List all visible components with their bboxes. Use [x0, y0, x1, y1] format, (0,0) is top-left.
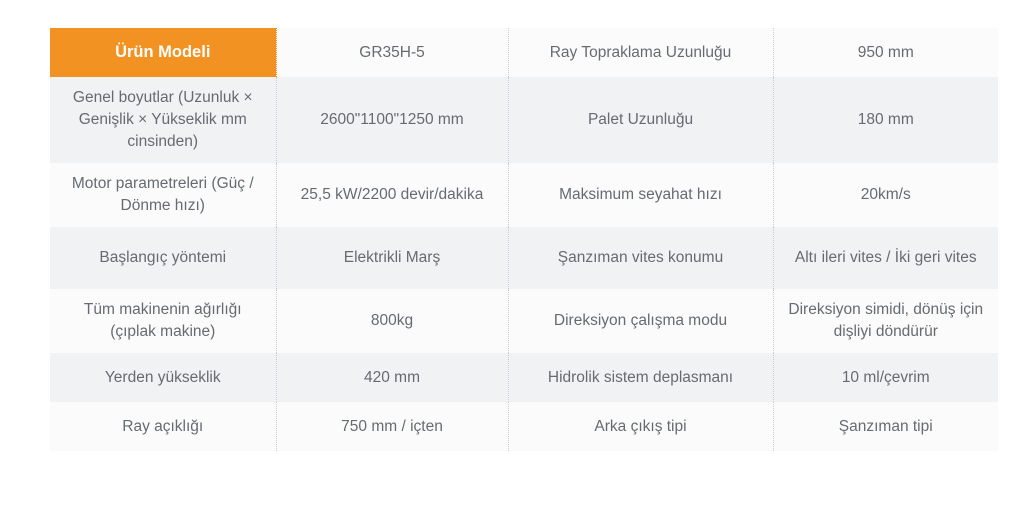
engine-parameters-value: 25,5 kW/2200 devir/dakika [276, 163, 508, 227]
overall-dimensions-label: Genel boyutlar (Uzunluk × Genişlik × Yükseklik mm cinsinden) [50, 77, 276, 163]
gearbox-gear-position-value: Altı ileri vites / İki geri vites [773, 227, 998, 289]
table-row [50, 289, 998, 353]
gearbox-gear-position-label: Şanzıman vites konumu [508, 227, 773, 289]
machine-weight-value: 800kg [276, 289, 508, 353]
product-model-value: GR35H-5 [276, 28, 508, 77]
machine-weight-label: Tüm makinenin ağırlığı (çıplak makine) [50, 289, 276, 353]
pallet-length-value: 180 mm [773, 77, 998, 163]
ground-clearance-value: 420 mm [276, 353, 508, 402]
table-body [50, 28, 998, 451]
rear-output-type-value: Şanzıman tipi [773, 402, 998, 451]
rail-gauge-value: 750 mm / içten [276, 402, 508, 451]
rear-output-type-label: Arka çıkış tipi [508, 402, 773, 451]
table-row [50, 227, 998, 289]
start-method-value: Elektrikli Marş [276, 227, 508, 289]
rail-gauge-label: Ray açıklığı [50, 402, 276, 451]
table-row [50, 77, 998, 163]
table-row [50, 402, 998, 451]
table-row [50, 28, 998, 77]
engine-parameters-label: Motor parametreleri (Güç / Dönme hızı) [50, 163, 276, 227]
steering-mode-label: Direksiyon çalışma modu [508, 289, 773, 353]
rail-grounding-length-value: 950 mm [773, 28, 998, 77]
steering-mode-value: Direksiyon simidi, dönüş için dişliyi döndürür [773, 289, 998, 353]
hydraulic-displacement-label: Hidrolik sistem deplasmanı [508, 353, 773, 402]
ground-clearance-label: Yerden yükseklik [50, 353, 276, 402]
table-row [50, 163, 998, 227]
overall-dimensions-value: 2600"1100"1250 mm [276, 77, 508, 163]
hydraulic-displacement-value: 10 ml/çevrim [773, 353, 998, 402]
specifications-table [50, 28, 998, 451]
pallet-length-label: Palet Uzunluğu [508, 77, 773, 163]
product-model-header: Ürün Modeli [50, 28, 276, 77]
start-method-label: Başlangıç yöntemi [50, 227, 276, 289]
max-travel-speed-value: 20km/s [773, 163, 998, 227]
max-travel-speed-label: Maksimum seyahat hızı [508, 163, 773, 227]
rail-grounding-length-label: Ray Topraklama Uzunluğu [508, 28, 773, 77]
table-row [50, 353, 998, 402]
